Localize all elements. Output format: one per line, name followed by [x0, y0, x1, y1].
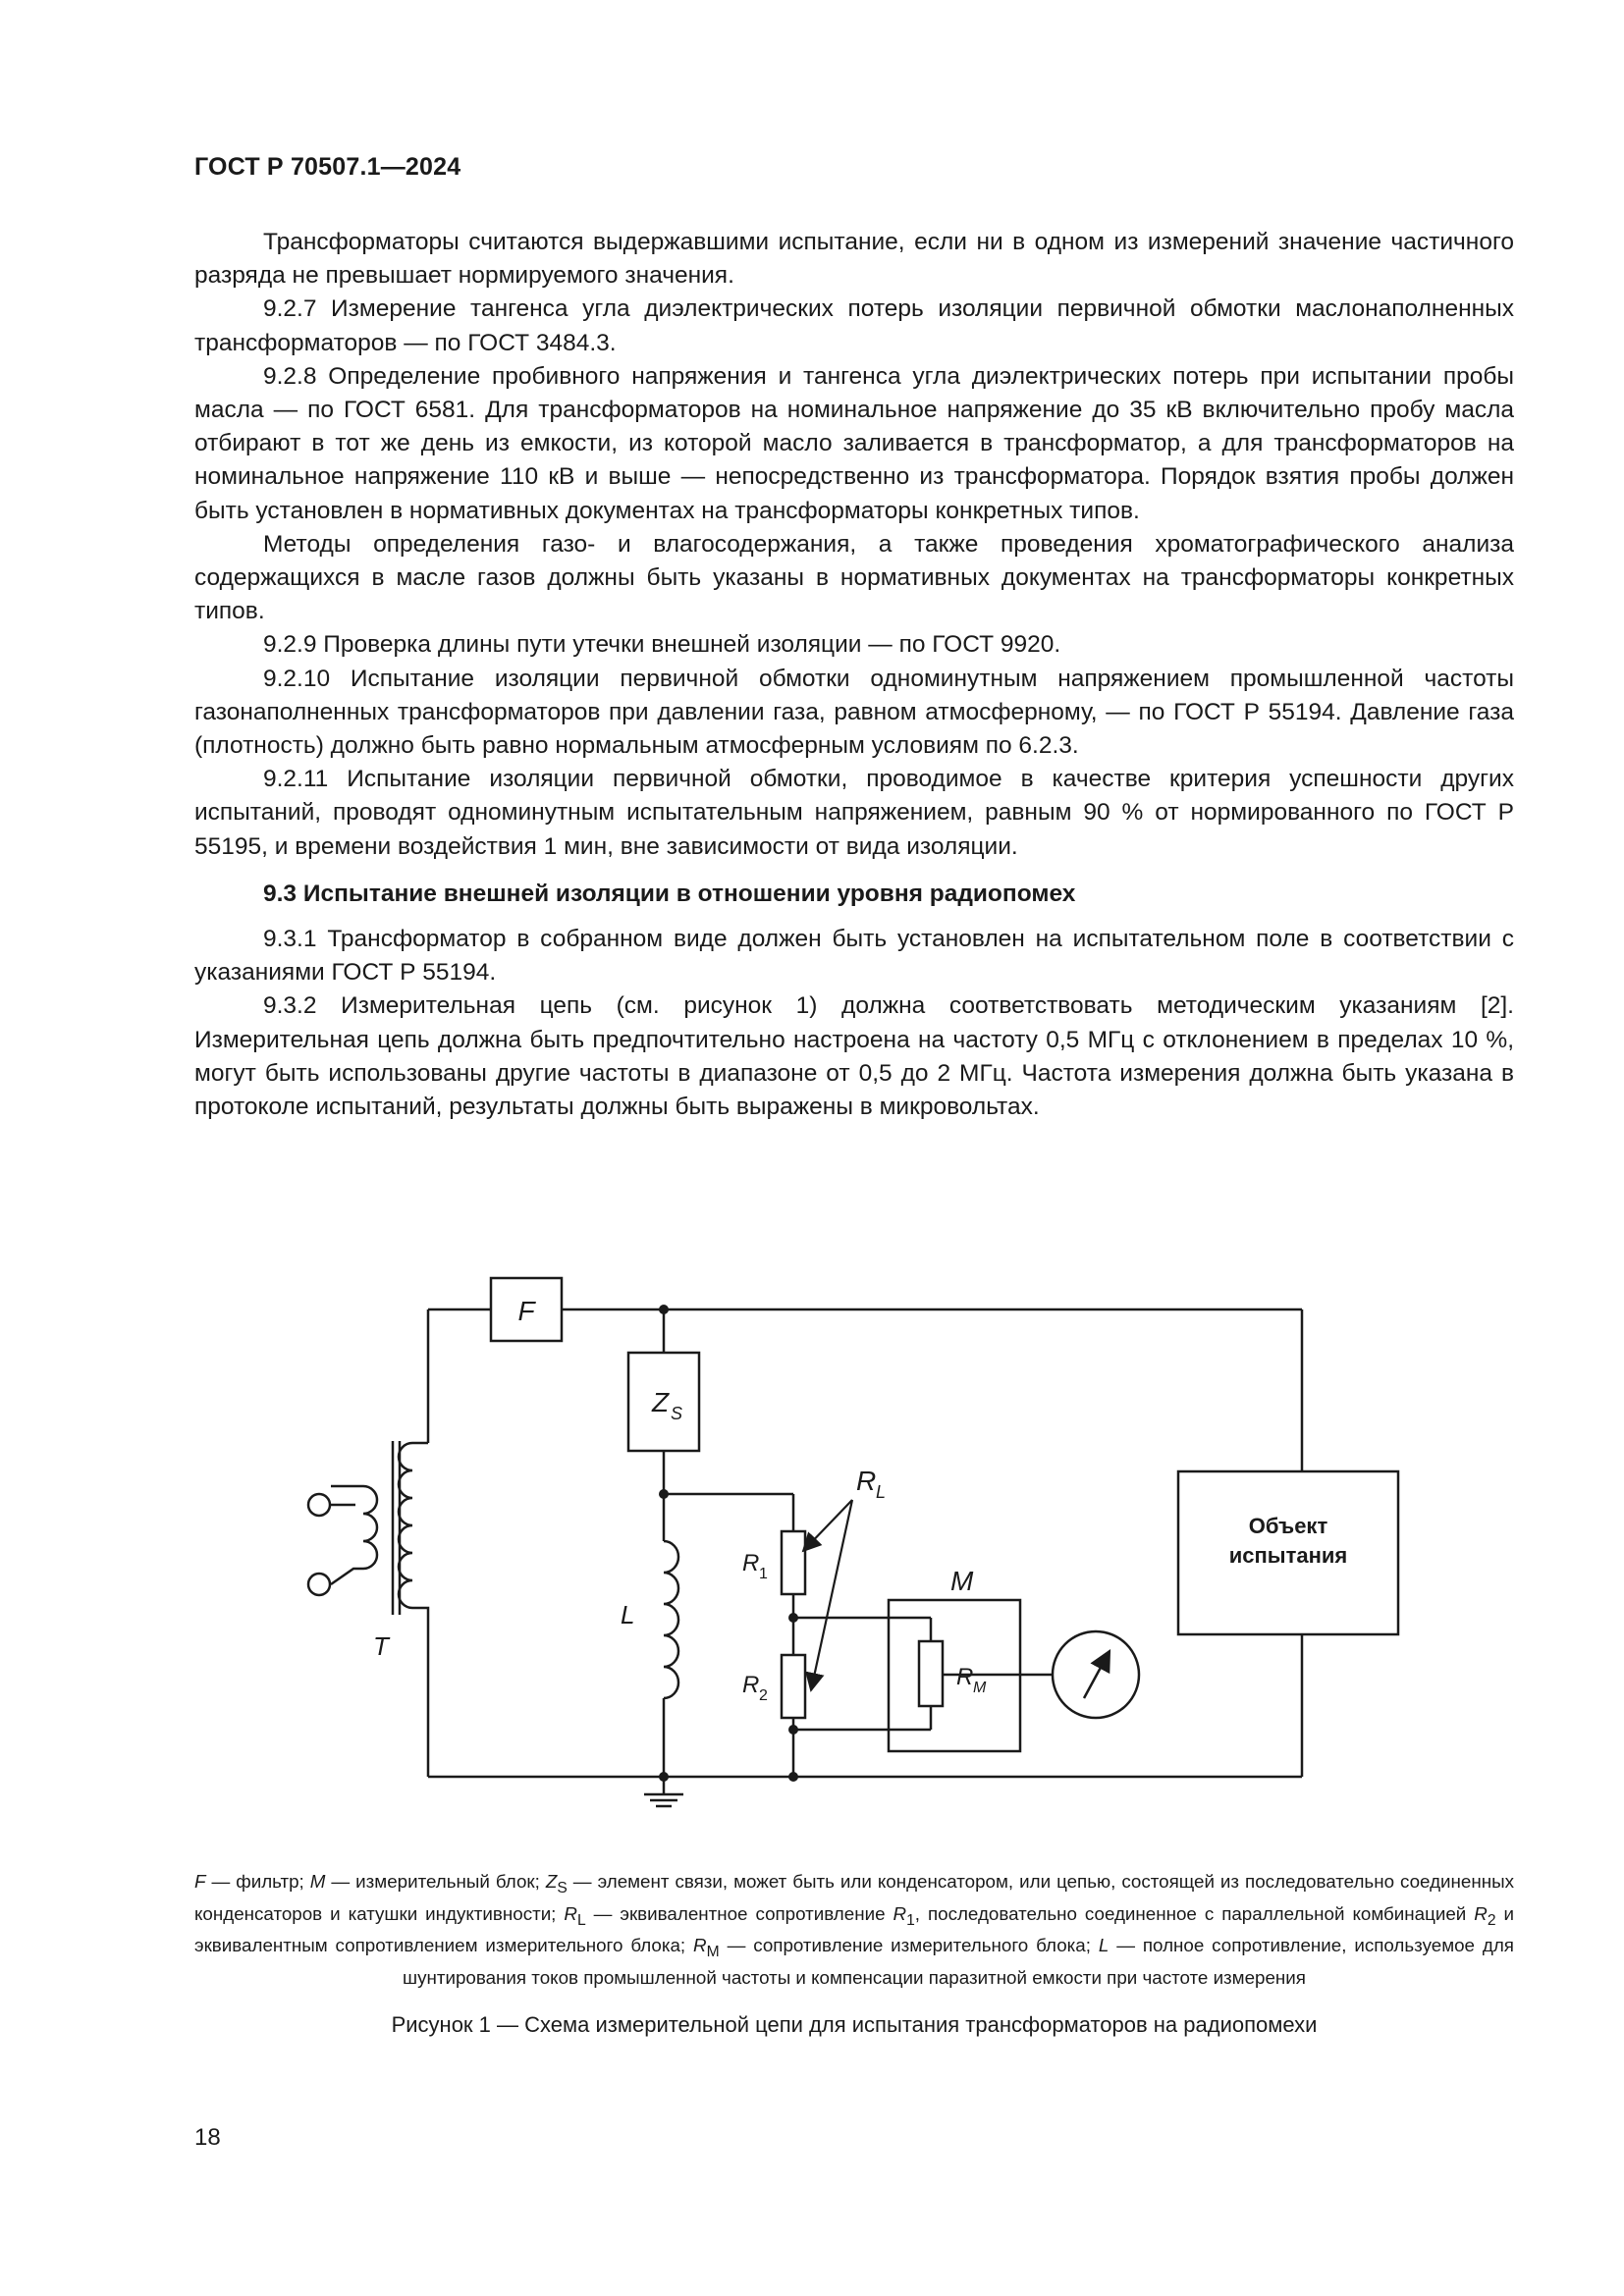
- zs-subscript: S: [671, 1404, 683, 1423]
- r2-label: R: [742, 1672, 760, 1698]
- resistor-r1: [782, 1531, 805, 1594]
- inductor-L: [664, 1541, 678, 1698]
- rl-arrow: [803, 1500, 852, 1551]
- rm-subscript: M: [973, 1680, 987, 1696]
- m-label: M: [950, 1566, 974, 1596]
- paragraph: 9.3.1 Трансформатор в собранном виде должен быть установлен на испытательном поле в соответствии с указаниями ГОСТ Р 55194.: [194, 926, 1514, 987]
- junction-dot: [659, 1772, 669, 1782]
- legend-symbol: Z: [545, 1871, 558, 1892]
- main-text: [194, 226, 1514, 1124]
- legend-symbol: R: [1474, 1902, 1488, 1924]
- paragraph: 9.3.2 Измерительная цепь (см. рисунок 1) должна соответствовать методическим указаниям [2]. Измерительная цепь должна быть предпочтительно настроена на частоту 0,5 МГц с отклонением в пределах 10 %, могут быть использованы другие частоты в диапазоне от 0,5 до 2 МГц. Частота измерения должна быть указана в протоколе испытаний, результаты должны быть выражены в микровольтах.: [194, 992, 1514, 1121]
- filter-label: F: [517, 1296, 535, 1326]
- zs-label: Z: [652, 1387, 670, 1417]
- legend-symbol: F: [194, 1871, 206, 1892]
- paragraph: 9.2.7 Измерение тангенса угла диэлектрических потерь изоляции первичной обмотки маслонаполненных трансформаторов — по ГОСТ 3484.3.: [194, 295, 1514, 356]
- circuit-diagram: [285, 1239, 1443, 1828]
- rl-label: R: [856, 1466, 877, 1496]
- t-label: T: [373, 1631, 389, 1661]
- paragraph: Методы определения газо- и влагосодержания, а также проведения хроматографического анализа содержащихся в масле газов должны быть указаны в нормативных документах на трансформаторы конкретных типов.: [194, 530, 1514, 625]
- paragraph: 9.2.11 Испытание изоляции первичной обмотки, проводимое в качестве критерия успешности других испытаний, проводят одноминутным испытательным напряжением, равным 90 % от нормированного по ГОСТ Р 55195, и времени воздействия 1 мин, вне зависимости от вида изоляции.: [194, 766, 1514, 860]
- paragraph: 9.2.8 Определение пробивного напряжения и тангенса угла диэлектрических потерь при испытании пробы масла — по ГОСТ 6581. Для трансформаторов на номинальное напряжение до 35 кВ включительно пробу масла отбирают в тот же день из емкости, из которой масло заливается в трансформатор, а для трансформаторов на номинальное напряжение 110 кВ и выше — непосредственно из трансформатора. Порядок взятия пробы должен быть установлен в нормативных документах на трансформаторы конкретных типов.: [194, 362, 1514, 524]
- junction-dot: [788, 1725, 798, 1735]
- legend-symbol: M: [309, 1871, 326, 1892]
- paragraph: 9.2.10 Испытание изоляции первичной обмотки одноминутным напряжением промышленной частоты газонаполненных трансформаторов при давлении газа, равном атмосферному, — по ГОСТ Р 55194. Давление газа (плотность) должно быть равно нормальным атмосферным условиям по 6.2.3.: [194, 665, 1514, 760]
- junction-dot: [659, 1489, 669, 1499]
- test-object-label-1: Объект: [1248, 1514, 1328, 1538]
- rm-label: R: [956, 1664, 974, 1690]
- document-header: ГОСТ Р 70507.1—2024: [194, 153, 461, 181]
- test-object-label-2: испытания: [1228, 1543, 1348, 1568]
- legend-symbol: R: [893, 1902, 907, 1924]
- transformer-secondary-winding: [399, 1443, 428, 1615]
- legend-symbol: R: [564, 1902, 577, 1924]
- section-title: 9.3 Испытание внешней изоляции в отношении уровня радиопомех: [263, 880, 1076, 907]
- legend-symbol: R: [693, 1935, 707, 1956]
- transformer-primary-winding: [331, 1486, 377, 1584]
- r2-subscript: 2: [759, 1687, 768, 1704]
- resistor-r2: [782, 1655, 805, 1718]
- figure-caption: Рисунок 1 — Схема измерительной цепи для испытания трансформаторов на радиопомехи: [391, 2012, 1318, 2037]
- page-number: 18: [194, 2124, 221, 2151]
- resistor-rm: [919, 1641, 943, 1706]
- junction-dot: [788, 1613, 798, 1623]
- l-label: L: [621, 1600, 635, 1629]
- r1-label: R: [742, 1550, 760, 1576]
- terminal-circle: [308, 1494, 330, 1516]
- r1-subscript: 1: [759, 1566, 768, 1582]
- paragraph: 9.2.9 Проверка длины пути утечки внешней изоляции — по ГОСТ 9920.: [263, 631, 1061, 659]
- rl-subscript: L: [876, 1482, 887, 1502]
- paragraph: Трансформаторы считаются выдержавшими испытание, если ни в одном из измерений значение частичного разряда не превышает нормируемого значения.: [194, 229, 1514, 290]
- rl-arrow: [811, 1500, 852, 1690]
- figure-legend: F — фильтр; M — измерительный блок; $Z_S$ — элемент связи, может быть или конденсатором, или цепью, состоящей из последовательно соединенных конденсаторов и катушки индуктивности; $R_L$ — эквивалентное сопротивление $R_1$, последовательно соединенное с параллельной комбинацией $R_2$ и эквивалентным сопротивлением измерительного блока; $R_M$ — сопротивление измерительного блока; L — полное сопротивление, используемое для шунтирования токов промышленной частоты и компенсации паразитной емкости при частоте измерения: [194, 1871, 1515, 1988]
- terminal-circle: [308, 1574, 330, 1595]
- junction-dot: [659, 1305, 669, 1314]
- ground-icon: [644, 1794, 683, 1806]
- legend-symbol: L: [1098, 1935, 1110, 1956]
- junction-dot: [788, 1772, 798, 1782]
